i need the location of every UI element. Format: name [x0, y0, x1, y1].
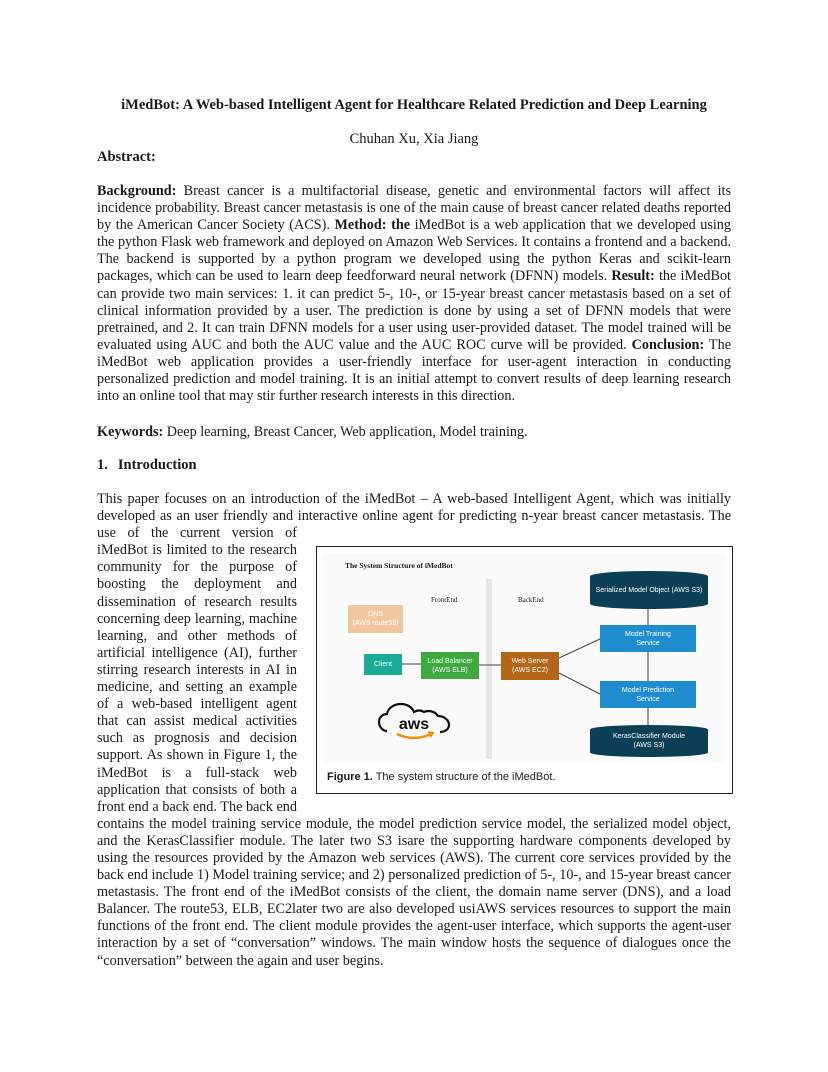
conclusion-label: Conclusion: [631, 336, 705, 353]
caption-label: Figure 1. [327, 771, 373, 783]
load-balancer-box: Load Balancer (AWS ELB) [421, 652, 479, 679]
background-label: Background: [97, 183, 177, 199]
aws-logo-icon [375, 701, 453, 745]
abstract-heading: Abstract: [97, 149, 156, 165]
keywords-line [97, 424, 731, 441]
system-diagram [323, 553, 726, 763]
model-training-box: Model Training Service [600, 625, 696, 652]
abstract-paragraph [97, 183, 731, 405]
model-prediction-box: Model Prediction Service [600, 681, 696, 708]
authors: Chuhan Xu, Xia Jiang [349, 131, 479, 147]
dns-box: DNS (AWS route53) [348, 605, 403, 633]
client-box: Client [364, 654, 402, 675]
intro-text: This paper focuses on an introduction of the iMedBot – A web-based Intelligent Agent, which was initially developed as an user friendly and interactive online agent for predicting n-year breast cancer metastasis. The use of the current version of iMedBot is limited to the research community for the purpose of boosting the deployment and dissemination of research results concerning deep learning, machine learning, and other methods of artificial intelligence (AI), further stirring research interests in AI in medicine, and setting an example of a web-based intelligent agent that can assist medical activities such as prognosis and decision support. As shown in Figure 1, the iMedBot is a full-stack web application that consists of both a front end a back end. The back end contains the model training service module, the model prediction service model, the serialized model object, and the KerasClassifier module. The later two S3 isare the supporting hardware components developed by using the resources provided by the Amazon web services (AWS). The current core services provided by the back end include 1) Model training service; and 2) personalized prediction of 5-, 10-, and 15-year breast cancer metastasis. The front end of the iMedBot consists of the client, the domain name server (DNS), and a load Balancer. The route53, ELB, EC2later two are also developed usiAWS services resources to support the main functions of the front end. The client module provides the agent-user interface, which supports the agent-user interaction by a set of “conversation” windows. The main window hosts the sequence of dialogues once the “conversation” between the again and user begins. [97, 491, 731, 969]
keywords-label: Keywords: [97, 424, 164, 440]
section-title: Introduction [117, 457, 197, 473]
section-heading [97, 457, 207, 474]
section-number: 1. [97, 457, 108, 473]
result-text: the iMedBot can provide two main services: 1. it can predict 5-, 10-, or 15-year breast cancer metastasis based on a set of clinical information provided by a user. The prediction is done by using a set of DFNN models that were pretrained, and 2. It can train DFNN models for a user using user-provided dataset. The model trained will be evaluated using AUC and both the AUC value and the AUC ROC curve will be provided. [97, 268, 731, 353]
paper-title: iMedBot: A Web-based Intelligent Agent for Healthcare Related Prediction and Deep Learning [121, 97, 707, 113]
method-label: Method: the [334, 217, 411, 234]
conclusion-text: The iMedBot web application provides a user-friendly interface for user-agent interaction in conducting personalized prediction and model training. It is an initial attempt to convert results of deep learning research into an online tool that may stir further research interests in this direction. [97, 336, 731, 405]
keras-classifier-cylinder: KerasClassifier Module (AWS S3) [590, 725, 708, 757]
aws-logo-text: aws [398, 716, 430, 733]
diagram-title: The System Structure of iMedBot [345, 561, 453, 570]
figure-caption [327, 771, 555, 783]
web-server-box: Web Server (AWS EC2) [501, 652, 559, 680]
background-text: Breast cancer is a multifactorial disease, genetic and environmental factors will affect its incidence probability. Breast cancer metastasis is one of the main cause of breast cancer related deaths reported by the American Cancer Society (ACS). [97, 183, 731, 234]
serialized-model-cylinder: Serialized Model Object (AWS S3) [590, 571, 708, 609]
backend-label: BackEnd [518, 596, 544, 604]
method-text: iMedBot is a web application that we developed using the python Flask web framework and deployed on Amazon Web Services. It contains a frontend and a backend. The backend is supported by a python program we developed using the python Keras and scikit-learn packages, which can be used to learn deep feedforward neural network (DFNN) models. [97, 217, 731, 285]
figure-1 [316, 546, 733, 794]
keywords-text: Deep learning, Breast Cancer, Web application, Model training. [163, 424, 528, 440]
result-label: Result: [611, 268, 655, 285]
frontend-label: FrontEnd [431, 596, 458, 604]
caption-text: The system structure of the iMedBot. [372, 771, 556, 783]
